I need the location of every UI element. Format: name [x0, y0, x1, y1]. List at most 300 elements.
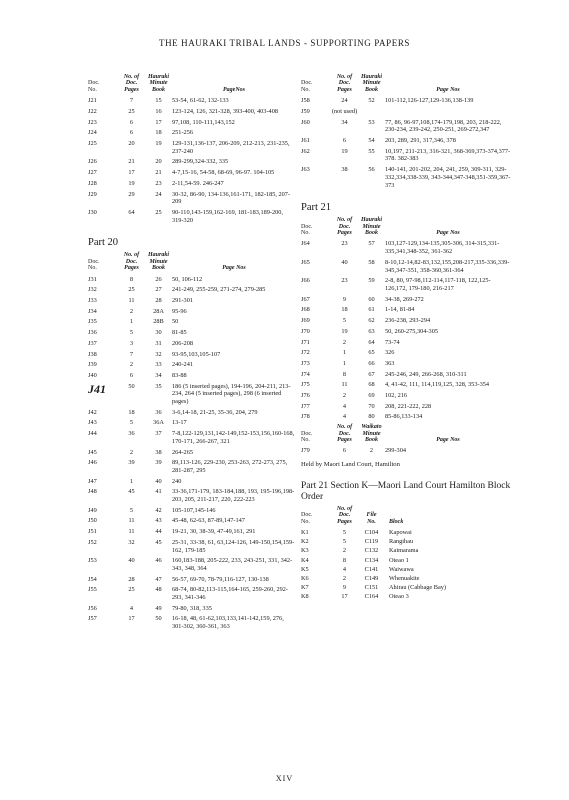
page-numbers: 97,108, 110-111,143,152	[172, 118, 235, 126]
col-header-num-pages: No. of Doc. Pages	[123, 74, 140, 93]
minute-book-number: 48	[155, 586, 162, 594]
page-numbers: 81-85	[172, 329, 187, 337]
minute-book-number: 68	[368, 381, 375, 389]
col-header-file-no: File No.	[366, 512, 377, 525]
doc-number: J61	[301, 137, 310, 145]
table-row	[301, 349, 511, 357]
doc-number: J27	[88, 169, 97, 177]
table-row	[301, 277, 511, 292]
doc-number: J38	[88, 350, 97, 358]
table-row	[88, 615, 296, 630]
table-row	[88, 539, 296, 554]
page-numbers: 103,127-129,134-135,305-306, 314-315,331-335,341,348-352, 361-362	[385, 240, 500, 256]
doc-number: J29	[88, 190, 97, 198]
doc-page-count: 20	[128, 140, 135, 148]
file-number: C151	[364, 584, 379, 592]
table-row	[301, 97, 511, 105]
page-numbers: 1-14, 81-84	[385, 306, 415, 314]
page-numbers: 291-301	[172, 296, 193, 304]
part-21-title: Part 21	[301, 202, 332, 214]
doc-number: J66	[301, 277, 310, 285]
doc-page-count: 21	[128, 158, 135, 166]
minute-book-number: 30	[155, 329, 162, 337]
page-numbers: 53-54, 61-62, 132-133	[172, 97, 229, 105]
col-header-minute-book: Hauraki Minute Book	[147, 252, 169, 272]
col-header-num-pages: No. of Doc. Pages	[336, 217, 353, 237]
doc-page-count: 19	[341, 327, 348, 335]
doc-number: J23	[88, 118, 97, 126]
doc-page-count: 2	[129, 448, 134, 456]
page-numbers: 95-96	[172, 307, 187, 315]
doc-page-count: 28	[128, 575, 135, 583]
table-row	[301, 259, 511, 274]
table-row	[88, 286, 296, 294]
doc-number: K6	[301, 574, 309, 582]
doc-number: J33	[88, 296, 97, 304]
doc-page-count: (not used)	[331, 107, 358, 115]
page-numbers: 160,183-188, 205-222, 233, 243-251, 331, 342-343, 348, 364	[172, 557, 293, 572]
doc-number: J79	[301, 447, 310, 455]
doc-number: J37	[88, 339, 97, 347]
page-numbers: 2-11,54-59. 246-247	[172, 179, 224, 187]
table-row	[88, 528, 296, 536]
table-row	[88, 557, 296, 572]
held-by-note: Held by Maori Land Court, Hamilton	[301, 461, 400, 469]
minute-book-number: 26	[155, 275, 162, 283]
doc-number: J52	[88, 538, 97, 546]
doc-page-count: 2	[342, 392, 347, 400]
doc-number: J54	[88, 575, 97, 583]
page-numbers: 77, 86, 96-97,108,174-179,198, 203, 218-222, 230-234, 239-242, 250-251, 269-272,347	[385, 118, 502, 134]
doc-number: J58	[301, 97, 310, 105]
section-k-title: Part 21 Section K—Maori Land Court Hamilton Block Order	[301, 480, 511, 502]
page-numbers: 245-246, 249, 266-268, 310-311	[385, 370, 467, 378]
part-20-title: Part 20	[88, 237, 119, 249]
page-numbers: 19-21, 30, 38-39, 47-49,161, 291	[172, 528, 256, 536]
doc-page-count: 2	[342, 547, 347, 555]
doc-number: K2	[301, 538, 309, 546]
doc-page-count: 17	[128, 169, 135, 177]
minute-book-number: 80	[368, 413, 375, 421]
doc-page-count: 2	[129, 307, 134, 315]
page-numbers: 299-304	[385, 447, 406, 455]
table-row	[301, 557, 511, 565]
doc-number: J50	[88, 517, 97, 525]
doc-number: J40	[88, 371, 97, 379]
minute-book-number: 55	[368, 147, 375, 155]
block-name: Oteao 3	[389, 593, 409, 601]
page-numbers: 50, 260-275,304-305	[385, 327, 438, 335]
doc-number: J72	[301, 349, 310, 357]
doc-page-count: 5	[129, 506, 134, 514]
doc-number: J24	[88, 129, 97, 137]
doc-page-count: 6	[342, 447, 347, 455]
col-header-doc: Doc. No.	[301, 512, 313, 525]
page-numbers: 140-141, 201-202, 204, 241, 259, 309-311, 329-332,334,338-339, 343-344,347-348,351-359,367-373	[385, 166, 511, 189]
doc-number: J25	[88, 140, 97, 148]
doc-page-count: 11	[128, 517, 135, 525]
doc-page-count: 6	[129, 371, 134, 379]
table-row	[301, 317, 511, 325]
minute-book-number: 69	[368, 392, 375, 400]
table-row	[88, 276, 296, 284]
doc-number: J47	[88, 477, 97, 485]
file-number: C141	[364, 565, 379, 573]
doc-page-count: 4	[342, 565, 347, 573]
minute-book-number: 43	[155, 517, 162, 525]
doc-page-count: 25	[128, 286, 135, 294]
doc-page-count: 32	[128, 538, 135, 546]
col-header-doc: Doc. No.	[88, 258, 100, 272]
col-header-doc: Doc. No.	[301, 430, 313, 443]
minute-book-number: 34	[155, 371, 162, 379]
table-row	[88, 191, 296, 206]
col-header-doc: Doc. No.	[301, 80, 313, 93]
doc-number: J60	[301, 118, 310, 126]
doc-number: K5	[301, 565, 309, 573]
minute-book-number: 25	[155, 208, 162, 216]
doc-number: J45	[88, 448, 97, 456]
col-header-waikato-book: Waikato Minute Book	[361, 424, 382, 443]
doc-page-count: 11	[128, 296, 135, 304]
file-number: C104	[364, 528, 379, 536]
minute-book-number: 36	[155, 408, 162, 416]
table-row	[301, 371, 511, 379]
table-row	[301, 240, 511, 255]
doc-page-count: 36	[128, 430, 135, 438]
doc-page-count: 3	[129, 339, 134, 347]
doc-number: J74	[301, 370, 310, 378]
doc-page-count: 45	[128, 488, 135, 496]
section-k-list	[301, 529, 511, 601]
minute-book-number: 47	[155, 575, 162, 583]
doc-page-count: 29	[128, 190, 135, 198]
minute-book-number: 23	[155, 179, 162, 187]
minute-book-number: 15	[155, 97, 162, 105]
doc-number: J67	[301, 295, 310, 303]
page-number: XIV	[275, 774, 294, 783]
doc-page-count: 25	[128, 586, 135, 594]
minute-book-number: 16	[155, 107, 162, 115]
col-header-page-nos: Page Nos	[222, 265, 246, 272]
block-name: Waiwawa	[389, 565, 414, 573]
table-row	[88, 459, 296, 474]
doc-number: J73	[301, 359, 310, 367]
page-header: THE HAURAKI TRIBAL LANDS - SUPPORTING PAPERS	[158, 38, 411, 48]
left-column	[88, 74, 296, 634]
part-21-list	[301, 240, 511, 421]
doc-number: J22	[88, 107, 97, 115]
doc-page-count: 19	[341, 147, 348, 155]
doc-page-count: 23	[341, 240, 348, 248]
table-row	[88, 449, 296, 457]
page-numbers: 241-249, 255-259, 271-274, 279-285	[172, 286, 266, 294]
doc-number: J46	[88, 459, 97, 467]
page-numbers: 326	[385, 349, 395, 357]
doc-number: K4	[301, 556, 309, 564]
doc-page-count: 2	[342, 574, 347, 582]
table-row	[301, 148, 511, 163]
page-numbers: 236-238, 293-294	[385, 317, 431, 325]
doc-number: J49	[88, 506, 97, 514]
page-numbers: 33-36,171-179, 183-184,188, 193, 195-196,198-203, 205, 211-217, 220, 222-223	[172, 488, 295, 504]
page-numbers: 93-95,103,105-107	[172, 350, 221, 358]
table-row	[301, 413, 511, 421]
minute-book-number: 64	[368, 338, 375, 346]
minute-book-number: 42	[155, 506, 162, 514]
minute-book-number: 53	[368, 118, 375, 126]
col-header-page-nos: PageNos	[223, 86, 245, 93]
doc-page-count: 23	[341, 277, 348, 285]
minute-book-number: 54	[368, 137, 375, 145]
doc-page-count: 9	[342, 295, 347, 303]
minute-book-number: 45	[155, 538, 162, 546]
doc-page-count: 5	[342, 317, 347, 325]
col-header-page-nos: Page Nos	[436, 86, 460, 93]
table-row	[88, 329, 296, 337]
block-name: Ahirau (Cabbage Bay)	[389, 584, 447, 592]
minute-book-number: 58	[368, 258, 375, 266]
doc-page-count: 6	[129, 118, 134, 126]
table-row	[88, 169, 296, 177]
page-numbers: 363	[385, 359, 395, 367]
file-number: C132	[364, 547, 379, 555]
col-header-doc: Doc. No.	[88, 80, 100, 93]
doc-number: J35	[88, 318, 97, 326]
right-column	[301, 74, 511, 603]
minute-book-number: 57	[368, 240, 375, 248]
doc-page-count: 9	[342, 584, 347, 592]
doc-number: J68	[301, 306, 310, 314]
minute-book-number: 65	[368, 349, 375, 357]
minute-book-number: 62	[368, 317, 375, 325]
minute-book-number: 70	[368, 402, 375, 410]
page-numbers: 34-38, 269-272	[385, 295, 424, 303]
table-row	[301, 529, 511, 537]
doc-number: J77	[301, 402, 310, 410]
doc-page-count: 38	[341, 166, 348, 174]
col-header-num-pages: No. of Doc. Pages	[336, 74, 353, 93]
minute-book-number: 46	[155, 557, 162, 565]
col-header-num-pages: No. of Doc. Pages	[336, 505, 353, 525]
waikato-table-header	[301, 424, 511, 443]
col-header-page-nos: Page Nos	[436, 230, 460, 237]
doc-page-count: 24	[341, 97, 348, 105]
page-numbers: 123-124, 126, 321-328, 393-400, 403-408	[172, 107, 278, 115]
page-numbers: 8-10,12-14,82-83,132,155,208-217,335-336,339-345,347-351, 358-360,361-364	[385, 258, 510, 274]
page-numbers: 3-6,14-18, 21-25, 35-36, 204, 279	[172, 408, 258, 416]
table-row	[301, 447, 511, 455]
file-number: C119	[364, 538, 379, 546]
page-numbers: 251-256	[172, 129, 193, 137]
minute-book-number: 39	[155, 459, 162, 467]
page-numbers: 101-112,126-127,129-136,138-139	[385, 97, 474, 105]
file-number: C149	[364, 574, 379, 582]
page-numbers: 2-8, 80, 97-98,112-114,117-118, 122,125-126,172, 179-180, 216-217	[385, 277, 491, 292]
page-numbers: 13-17	[172, 419, 187, 427]
doc-number: J41	[88, 381, 106, 396]
table-header	[301, 74, 511, 93]
doc-page-count: 19	[128, 179, 135, 187]
page-numbers: 4, 41-42, 111, 114,119,125, 328, 353-354	[385, 381, 490, 389]
table-row	[88, 108, 296, 116]
minute-book-number: 60	[368, 295, 375, 303]
page-numbers: 129-131,136-137, 206-209, 212-213, 231-235, 237-240	[172, 140, 290, 155]
block-name: Kaimarama	[389, 547, 419, 555]
page-numbers: 56-57, 69-70, 78-79,116-127, 130-138	[172, 575, 269, 583]
table-row	[301, 339, 511, 347]
table-row	[301, 296, 511, 304]
waikato-list	[301, 447, 511, 455]
table-row	[301, 547, 511, 555]
section-k-header	[301, 506, 511, 525]
doc-page-count: 50	[128, 382, 135, 390]
doc-page-count: 8	[342, 556, 347, 564]
left-top-list	[88, 97, 296, 224]
doc-page-count: 6	[342, 137, 347, 145]
page-numbers: 45-48, 62-63, 87-89,147-147	[172, 517, 245, 525]
file-number: C164	[364, 593, 379, 601]
page-numbers: 102, 216	[385, 392, 408, 400]
page-numbers: 30-32, 86-90, 134-136,161-171, 182-185, 207-209	[172, 190, 291, 206]
table-header	[88, 74, 296, 93]
doc-number: J36	[88, 329, 97, 337]
doc-number: J34	[88, 307, 97, 315]
table-header	[88, 252, 296, 271]
doc-number: J70	[301, 327, 310, 335]
doc-page-count: 4	[342, 402, 347, 410]
minute-book-number: 35	[155, 382, 162, 390]
page-numbers: 4-7,15-16, 54-58, 68-69, 96-97. 104-105	[172, 169, 275, 177]
table-row	[301, 403, 511, 411]
page-numbers: 240	[172, 477, 182, 485]
part-20-list	[88, 276, 296, 631]
col-header-doc: Doc. No.	[301, 223, 313, 237]
doc-page-count: 11	[341, 381, 348, 389]
doc-page-count: 2	[129, 361, 134, 369]
minute-book-number: 20	[155, 158, 162, 166]
minute-book-number: 18	[155, 129, 162, 137]
table-row	[301, 392, 511, 400]
minute-book-number: 44	[155, 528, 162, 536]
doc-page-count: 11	[128, 528, 135, 536]
doc-page-count: 40	[341, 258, 348, 266]
page-numbers: 50, 106-112	[172, 275, 203, 283]
doc-number: J62	[301, 147, 310, 155]
minute-book-number: 37	[155, 430, 162, 438]
minute-book-number: 28B	[153, 318, 164, 326]
table-row	[88, 409, 296, 417]
doc-page-count: 5	[342, 538, 347, 546]
table-row	[88, 517, 296, 525]
doc-number: J57	[88, 615, 97, 623]
doc-number: K7	[301, 584, 309, 592]
minute-book-number: 38	[155, 448, 162, 456]
table-row	[301, 360, 511, 368]
table-row	[88, 361, 296, 369]
minute-book-number: 50	[155, 615, 162, 623]
doc-number: J63	[301, 166, 310, 174]
doc-number: J56	[88, 604, 97, 612]
page-numbers: 289-299,324-332, 335	[172, 158, 229, 166]
minute-book-number: 36A	[153, 419, 164, 427]
table-row	[88, 97, 296, 105]
doc-number: K8	[301, 593, 309, 601]
minute-book-number: 63	[368, 327, 375, 335]
doc-number: J55	[88, 586, 97, 594]
table-row	[301, 108, 511, 116]
doc-number: J26	[88, 158, 97, 166]
doc-page-count: 1	[129, 318, 134, 326]
page-numbers: 25-31, 33-38, 61, 63,124-126, 149-150,154,159-162, 179-185	[172, 538, 295, 554]
table-header	[301, 217, 511, 236]
doc-page-count: 40	[128, 557, 135, 565]
doc-number: J42	[88, 408, 97, 416]
minute-book-number: 19	[155, 140, 162, 148]
doc-number: J51	[88, 528, 97, 536]
table-row	[301, 328, 511, 336]
doc-page-count: 64	[128, 208, 135, 216]
doc-page-count: 5	[129, 329, 134, 337]
minute-book-number: 28A	[153, 307, 164, 315]
table-row	[88, 308, 296, 316]
page-numbers: 90-110,143-159,162-169, 181-183,189-200, 319-320	[172, 208, 284, 224]
doc-page-count: 34	[341, 118, 348, 126]
page-numbers: 83-88	[172, 371, 187, 379]
table-row	[301, 119, 511, 134]
doc-page-count: 17	[341, 593, 348, 601]
table-row	[301, 538, 511, 546]
doc-number: J39	[88, 361, 97, 369]
col-header-minute-book: Hauraki Minute Book	[147, 74, 169, 93]
col-header-minute-book: Hauraki Minute Book	[360, 217, 382, 237]
doc-page-count: 8	[129, 275, 134, 283]
doc-page-count: 7	[129, 97, 134, 105]
page-numbers: 16-18, 48, 61-62,103,133,141-142,159, 276, 301-302, 360-361, 363	[172, 615, 284, 631]
block-name: Rangihau	[389, 538, 414, 546]
page-numbers: 68-74, 80-82,113-115,164-165, 259-260, 292-293, 341-346	[172, 586, 289, 602]
doc-page-count: 7	[129, 350, 134, 358]
table-row	[301, 306, 511, 314]
table-row	[88, 351, 296, 359]
minute-book-number: 33	[155, 361, 162, 369]
minute-book-number: 27	[155, 286, 162, 294]
doc-number: J30	[88, 208, 97, 216]
minute-book-number: 31	[155, 339, 162, 347]
doc-page-count: 5	[129, 419, 134, 427]
doc-number: J44	[88, 430, 97, 438]
page-numbers: 240-241	[172, 361, 193, 369]
table-row	[88, 318, 296, 326]
minute-book-number: 56	[368, 166, 375, 174]
doc-number: J75	[301, 381, 310, 389]
doc-number: J69	[301, 317, 310, 325]
page-numbers: 50	[172, 318, 179, 326]
doc-number: J59	[301, 107, 310, 115]
table-row	[88, 209, 296, 224]
doc-page-count: 5	[342, 528, 347, 536]
doc-number: J78	[301, 413, 310, 421]
col-header-minute-book: Hauraki Minute Book	[360, 74, 382, 93]
doc-page-count: 4	[129, 604, 134, 612]
minute-book-number: 49	[155, 604, 162, 612]
doc-page-count: 1	[342, 359, 347, 367]
table-row	[88, 586, 296, 601]
doc-number: J71	[301, 338, 310, 346]
table-row	[88, 140, 296, 155]
doc-number: K3	[301, 547, 309, 555]
doc-page-count: 39	[128, 459, 135, 467]
